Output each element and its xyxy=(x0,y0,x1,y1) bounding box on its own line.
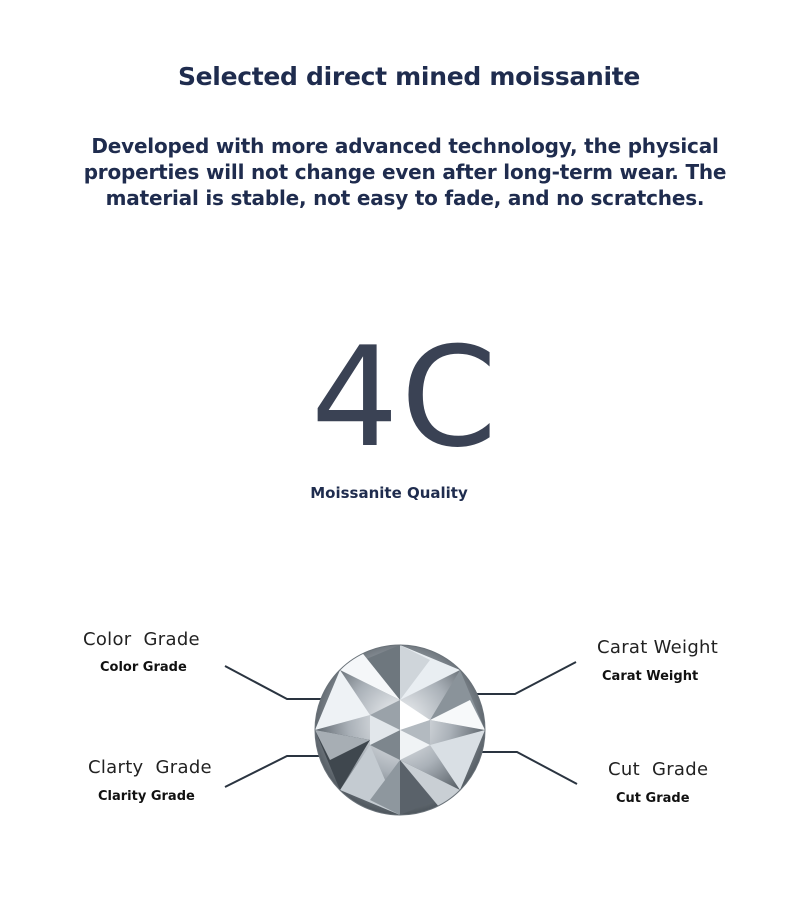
quality-headline: 4C xyxy=(310,317,500,478)
carat-weight-sublabel: Carat Weight xyxy=(602,669,699,684)
color-grade-label: Color Grade xyxy=(83,629,200,650)
leader-line-color xyxy=(225,666,332,699)
clarity-grade-sublabel: Clarity Grade xyxy=(98,789,195,804)
description-text: Developed with more advanced technology, the physical properties will not change even after long-term wear. The material is stable, not easy to fade, and no scratches. xyxy=(83,134,727,210)
leader-line-cut xyxy=(474,752,577,784)
diamond-icon xyxy=(315,645,485,815)
cut-grade-label: Cut Grade xyxy=(608,759,709,780)
quality-subtitle: Moissanite Quality xyxy=(310,484,468,502)
cut-grade-sublabel: Cut Grade xyxy=(616,791,690,806)
leader-line-clarity xyxy=(225,756,330,787)
clarity-grade-label: Clarty Grade xyxy=(88,757,212,778)
color-grade-sublabel: Color Grade xyxy=(100,660,187,675)
page-title: Selected direct mined moissanite xyxy=(177,62,641,91)
leader-line-carat xyxy=(470,662,576,694)
carat-weight-label: Carat Weight xyxy=(597,637,719,658)
